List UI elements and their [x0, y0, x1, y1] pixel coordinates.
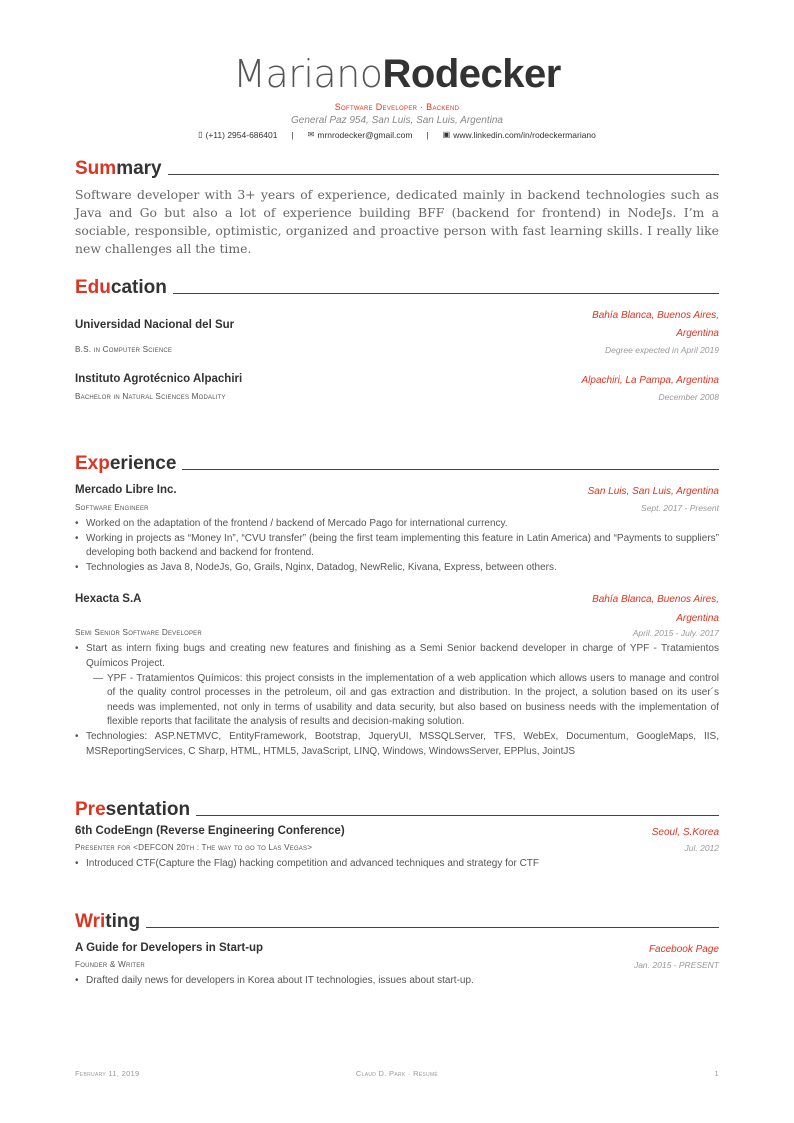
writing-entry — [75, 942, 719, 989]
footer-date: February 11, 2019 — [75, 1069, 140, 1078]
list-item — [75, 672, 719, 730]
full-name — [0, 52, 794, 96]
list-item: • Worked on the adaptation of the frontend / backend of Mercado Pago for international currency. — [75, 517, 719, 532]
first-name: Mariano — [233, 52, 383, 96]
job-details — [75, 642, 719, 759]
institution-name: Universidad Nacional del Sur — [75, 319, 235, 331]
degree: B.S. in Computer Science — [75, 345, 173, 354]
job-date: Sept. 2017 - Present — [641, 503, 719, 513]
presentation-section — [75, 795, 719, 872]
contact-separator: | — [426, 130, 429, 140]
phone-number: (+11) 2954-686401 — [205, 130, 278, 140]
presentation-details — [75, 857, 719, 872]
linkedin-contact[interactable] — [443, 130, 596, 140]
mobile-icon: ▯ — [198, 130, 203, 139]
section-title — [75, 273, 719, 299]
title-rest: ting — [105, 911, 141, 932]
title-accent: Sum — [75, 158, 117, 179]
section-rule — [146, 927, 719, 928]
linkedin-url: www.linkedin.com/in/rodeckermariano — [453, 130, 596, 140]
education-entry — [75, 307, 719, 355]
sub-list-item: — YPF - Tratamientos Químicos: this project consists in the implementation of a web application which allows users to manage and control of the quality control processes in the petroleum, oil and gas extraction and distribution. In the project, a solution based on its user´s needs was implemented, not only in terms of usability and data security, but also based on business needs with the implementation of flexible reports that facilitate the analysis of results and decision-making solution. — [75, 672, 719, 730]
section-title — [75, 795, 719, 821]
event-name: 6th CodeEngn (Reverse Engineering Conference) — [75, 825, 345, 837]
summary-text: Software developer with 3+ years of experience, dedicated mainly in backend technologies such as Java and Go but also a lot of experience building BFF (backend for frontend) in NodeJs. I’m a sociable, responsible, optimistic, organized and proactive person with fast learning skills. I really like new challenges all the time. — [75, 187, 719, 256]
institution-location: Alpachiri, La Pampa, Argentina — [581, 375, 719, 386]
degree: Bachelor in Natural Sciences Modality — [75, 392, 226, 401]
title-accent: Edu — [75, 277, 111, 298]
experience-section — [75, 449, 719, 759]
list-item: • Technologies: ASP.NETMVC, EntityFramework, Bootstrap, JqueryUI, MSSQLServer, TFS, WebEx, Documentum, GoogleMaps, IIS, MSReportingServices, C Sharp, HTML, HTML5, JavaScript, LINQ, Windows, WindowsServer, EPPlus, JointJS — [75, 730, 719, 759]
education-section — [75, 273, 719, 402]
job-date: April. 2015 - July. 2017 — [632, 628, 719, 639]
address: General Paz 954, San Luis, San Luis, Argentina — [291, 115, 503, 126]
email-address: mrnrodecker@gmail.com — [317, 130, 413, 140]
company-location: Bahía Blanca, Buenos Aires, Argentina — [592, 594, 719, 625]
experience-entry — [75, 484, 719, 575]
title-rest: cation — [110, 277, 167, 298]
job-title: Software Engineer — [75, 503, 149, 512]
writing-section — [75, 907, 719, 989]
title-accent: Exp — [75, 453, 110, 474]
writer-role: Founder & Writer — [75, 960, 145, 969]
list-item: • Introduced CTF(Capture the Flag) hacking competition and advanced techniques and strategy for CTF — [75, 857, 719, 872]
section-rule — [168, 174, 719, 175]
last-name: Rodecker — [382, 52, 561, 96]
section-title — [75, 907, 719, 933]
section-rule — [173, 293, 719, 294]
experience-entry — [75, 590, 719, 759]
list-item: • Technologies as Java 8, NodeJs, Go, Grails, Nginx, Datadog, NewRelic, Kivana, Express, between others. — [75, 561, 719, 576]
title-rest: erience — [109, 453, 177, 474]
company-name: Hexacta S.A — [75, 593, 142, 606]
title-accent: Pre — [75, 799, 106, 820]
degree-date: December 2008 — [658, 392, 719, 402]
resume-header — [0, 52, 794, 140]
company-name: Mercado Libre Inc. — [75, 484, 177, 496]
section-title — [75, 449, 719, 475]
institution-name: Instituto Agrotécnico Alpachiri — [75, 373, 243, 385]
publication-name: A Guide for Developers in Start-up — [75, 942, 264, 954]
presentation-entry — [75, 825, 719, 872]
contact-bar — [0, 130, 794, 140]
institution-location: Bahía Blanca, Buenos Aires, Argentina — [592, 310, 719, 339]
job-title: Semi Senior Software Developer — [75, 628, 202, 638]
job-position: Software Developer · Backend — [334, 102, 460, 112]
publication-location: Facebook Page — [648, 944, 719, 955]
company-location: San Luis, San Luis, Argentina — [587, 486, 719, 497]
sub-list — [75, 672, 719, 730]
list-item: • Start as intern fixing bugs and creating new features and finishing as a Semi Senior backend developer in charge of YPF - Tratamientos Químicos Project. — [75, 642, 719, 671]
presenter-role: Presenter for <DEFCON 20th : The way to go to Las Vegas> — [75, 843, 313, 852]
degree-date: Degree expected in April 2019 — [604, 345, 719, 355]
list-item: • Working in projects as “Money In”, “CVU transfer” (being the first team implementing this feature in Latin America) and “Payments to suppliers” developing both backend and backend for frontend. — [75, 532, 719, 561]
writing-details — [75, 974, 719, 989]
event-location: Seoul, S.Korea — [651, 827, 719, 838]
education-entry — [75, 373, 719, 402]
job-details — [75, 517, 719, 575]
phone-contact[interactable] — [198, 130, 277, 140]
section-rule — [182, 469, 719, 470]
contact-separator: | — [291, 130, 294, 140]
section-rule — [196, 815, 719, 816]
list-item: • Drafted daily news for developers in Korea about IT technologies, issues about start-up. — [75, 974, 719, 989]
page-footer — [75, 1069, 719, 1078]
footer-center: Claud D. Park · Résumé — [355, 1069, 439, 1078]
title-rest: sentation — [105, 799, 191, 820]
page-number: 1 — [714, 1069, 719, 1078]
envelope-icon: ✉ — [307, 130, 315, 139]
event-date: Jul. 2012 — [684, 843, 719, 853]
writing-date: Jan. 2015 - PRESENT — [633, 960, 719, 970]
linkedin-icon: ▣ — [442, 130, 451, 139]
title-rest: mary — [116, 158, 162, 179]
summary-section — [75, 154, 719, 258]
title-accent: Wri — [75, 911, 106, 932]
email-contact[interactable] — [308, 130, 413, 140]
section-title — [75, 154, 719, 180]
